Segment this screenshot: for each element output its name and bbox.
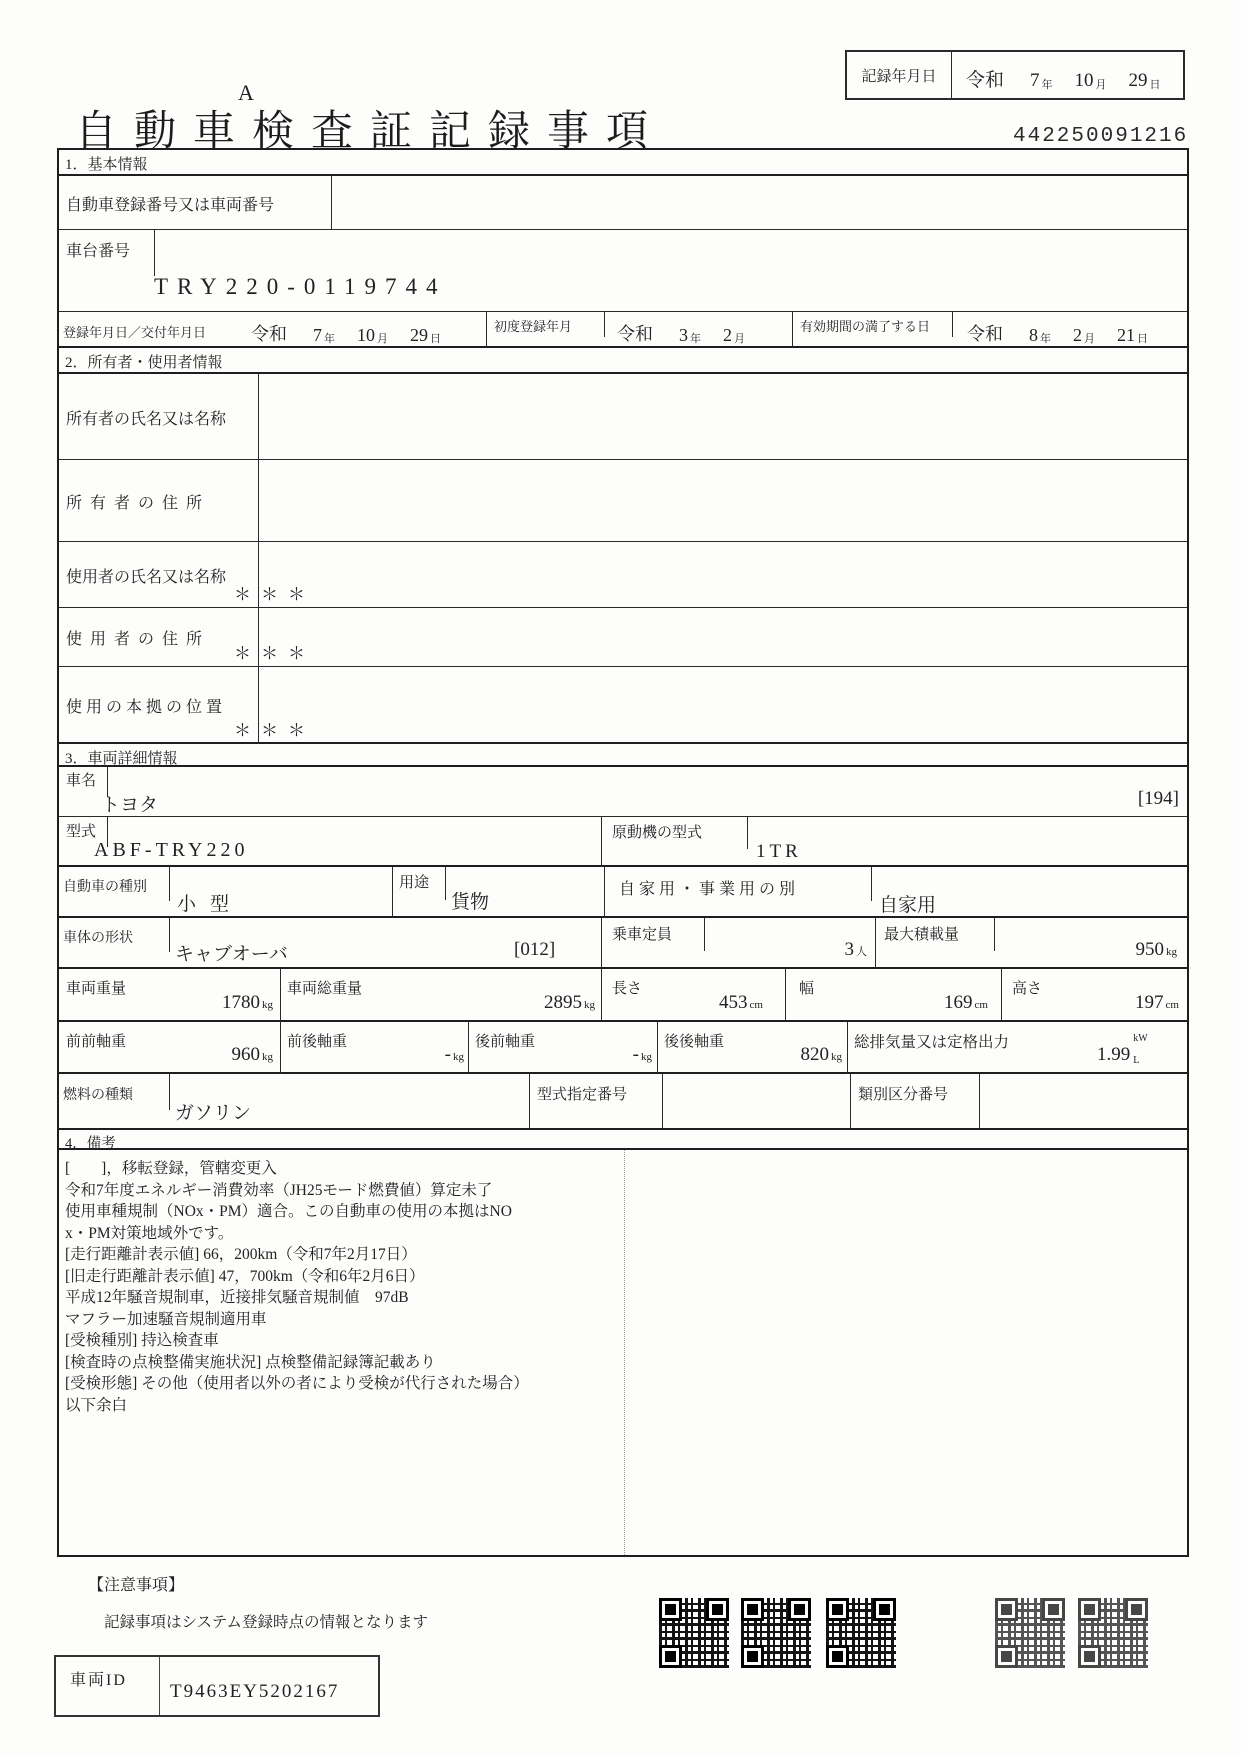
registration-number-row (59, 176, 1187, 230)
user-name-row (59, 542, 1187, 608)
notice-text: 記録事項はシステム登録時点の情報となります (104, 1614, 428, 1631)
record-date-era: 令和 (966, 70, 1005, 91)
user-name-label: 使用者の氏名又は名称 (59, 542, 259, 608)
body-shape-code: [012] (514, 939, 556, 960)
rear-rear-axle-value: 820 kg (800, 1044, 842, 1065)
dates-row (59, 312, 1187, 348)
user-address-value: ＊＊＊ (234, 644, 315, 663)
expiry-date-label: 有効期間の満了する日 (800, 319, 931, 334)
category-number-label: 類別区分番号 (858, 1087, 949, 1103)
remark-line: x・PM対策地域外です。 (65, 1224, 234, 1242)
gross-weight-value: 2895 kg (544, 992, 595, 1013)
displacement-value: 1.99 kW L (1097, 1033, 1148, 1066)
front-front-axle-value: 960 kg (231, 1044, 273, 1065)
max-load-value: 950 kg (1135, 939, 1177, 960)
record-date-value: 令和 7 年 10 月 29 日 (952, 52, 1183, 98)
registration-date-value: 令和 7 年 10 月 29 日 (251, 324, 441, 345)
body-shape-label: 車体の形状 (63, 931, 133, 946)
qr-code-5 (1078, 1598, 1148, 1668)
user-name-value: ＊＊＊ (234, 585, 315, 604)
type-designation-number-label: 型式指定番号 (537, 1087, 628, 1103)
vehicle-id-box (54, 1655, 380, 1717)
use-label: 用途 (399, 875, 430, 891)
section4-heading: 4．備考 (59, 1128, 1187, 1150)
vehicle-id-label: 車両ID (56, 1657, 160, 1715)
remark-line: 使用車種規制（NOx・PM）適合。この自動車の使用の本拠はNO (65, 1203, 512, 1220)
vehicle-id-value: T9463EY5202167 (170, 1681, 340, 1702)
rear-front-axle-value: - kg (632, 1044, 652, 1065)
base-location-value: ＊＊＊ (234, 721, 315, 740)
fuel-row (59, 1074, 1187, 1128)
base-location-row (59, 667, 1187, 744)
section3-heading: 3．車両詳細情報 (59, 744, 1187, 767)
chassis-number-label: 車台番号 (66, 243, 131, 260)
qr-code-4 (995, 1598, 1065, 1668)
body-shape-row (59, 918, 1187, 969)
car-name-label: 車名 (66, 773, 97, 789)
capacity-label: 乗車定員 (612, 927, 673, 943)
document-number: 442250091216 (1013, 125, 1189, 148)
vehicle-weight-label: 車両重量 (66, 981, 127, 997)
axle-weights-row (59, 1022, 1187, 1074)
registration-number-label: 自動車登録番号又は車両番号 (59, 176, 332, 230)
engine-model-label: 原動機の型式 (612, 825, 703, 841)
remark-line: マフラー加速騒音規制適用車 (65, 1310, 267, 1328)
category-use-row (59, 867, 1187, 918)
displacement-label: 総排気量又は定格出力 (854, 1034, 1010, 1051)
private-business-label: 自家用・事業用の別 (619, 881, 800, 898)
remark-line: [受検種別] 持込検査車 (65, 1332, 219, 1349)
first-registration-value: 令和 3 年 2 月 (617, 324, 745, 345)
page-label: A (238, 80, 254, 105)
owner-name-label: 所有者の氏名又は名称 (59, 374, 259, 460)
height-value: 197 cm (1135, 992, 1179, 1013)
page-title: 自動車検査証記録事項 (75, 109, 666, 155)
owner-address-label: 所有者の住所 (59, 460, 259, 542)
qr-code-3 (826, 1598, 896, 1668)
record-date-day: 29 (1128, 70, 1148, 91)
model-value: ABF-TRY220 (94, 839, 249, 861)
qr-code-1 (659, 1598, 729, 1668)
owner-name-row (59, 374, 1187, 460)
chassis-number-value: TRY220-0119744 (154, 274, 447, 299)
front-rear-axle-value: - kg (444, 1044, 464, 1065)
vehicle-category-value: 小型 (177, 894, 244, 915)
record-table (57, 148, 1189, 1557)
engine-model-value: 1TR (756, 841, 802, 862)
width-label: 幅 (799, 981, 815, 997)
record-date-label: 記録年月日 (847, 52, 952, 98)
private-business-value: 自家用 (879, 895, 937, 916)
car-name-code: [194] (1137, 788, 1179, 809)
expiry-date-value: 令和 8 年 2 月 21 日 (967, 324, 1148, 345)
remark-line: [検査時の点検整備実施状況] 点検整備記録簿記載あり (65, 1353, 436, 1371)
use-value: 貨物 (451, 892, 490, 913)
user-address-row (59, 608, 1187, 667)
record-date-month: 10 (1074, 70, 1094, 91)
gross-weight-label: 車両総重量 (287, 981, 363, 997)
model-label: 型式 (66, 824, 97, 840)
registration-date-label: 登録年月日／交付年月日 (63, 325, 207, 340)
remark-line: [走行距離計表示値] 66，200km（令和7年2月17日） (65, 1246, 417, 1263)
height-label: 高さ (1012, 981, 1043, 997)
car-name-value: トヨタ (101, 795, 159, 816)
width-value: 169 cm (944, 992, 988, 1013)
chassis-number-row (59, 230, 1187, 312)
rear-front-axle-label: 後前軸重 (475, 1034, 536, 1050)
length-label: 長さ (612, 981, 643, 997)
fuel-type-label: 燃料の種類 (63, 1088, 133, 1103)
record-date-box (845, 50, 1185, 100)
front-front-axle-label: 前前軸重 (66, 1034, 127, 1050)
max-load-label: 最大積載量 (884, 927, 960, 943)
length-value: 453 cm (719, 992, 763, 1013)
vehicle-weight-value: 1780 kg (222, 992, 273, 1013)
remark-line: 平成12年騒音規制車，近接排気騒音規制値 97dB (65, 1289, 409, 1306)
remark-line: [受検形態] その他（使用者以外の者により受検が代行された場合） (65, 1375, 529, 1392)
record-date-year: 7 (1030, 70, 1040, 91)
body-shape-value: キャブオーバ (175, 944, 288, 965)
base-location-label: 使用の本拠の位置 (59, 667, 259, 744)
car-name-row (59, 767, 1187, 817)
section1-heading: 1．基本情報 (59, 150, 1187, 176)
rear-rear-axle-label: 後後軸重 (664, 1034, 725, 1050)
front-rear-axle-label: 前後軸重 (287, 1034, 348, 1050)
owner-address-row (59, 460, 1187, 542)
weights-dimensions-row (59, 969, 1187, 1022)
first-registration-label: 初度登録年月 (494, 319, 573, 334)
section2-heading: 2．所有者・使用者情報 (59, 348, 1187, 374)
remark-line: 令和7年度エネルギー消費効率（JH25モード燃費値）算定未了 (65, 1181, 493, 1199)
remark-line: [ ]，移転登録，管轄変更入 (65, 1160, 277, 1177)
remark-line: [旧走行距離計表示値] 47，700km（令和6年2月6日） (65, 1267, 425, 1285)
qr-code-2 (741, 1598, 811, 1668)
model-row (59, 817, 1187, 867)
notice-title: 【注意事項】 (88, 1577, 185, 1594)
remarks-block (65, 1158, 615, 1416)
remark-line: 以下余白 (65, 1396, 128, 1414)
fuel-type-value: ガソリン (175, 1103, 252, 1124)
user-address-label: 使用者の住所 (59, 608, 259, 667)
vehicle-category-label: 自動車の種別 (63, 880, 147, 895)
capacity-value: 3 人 (844, 939, 867, 960)
